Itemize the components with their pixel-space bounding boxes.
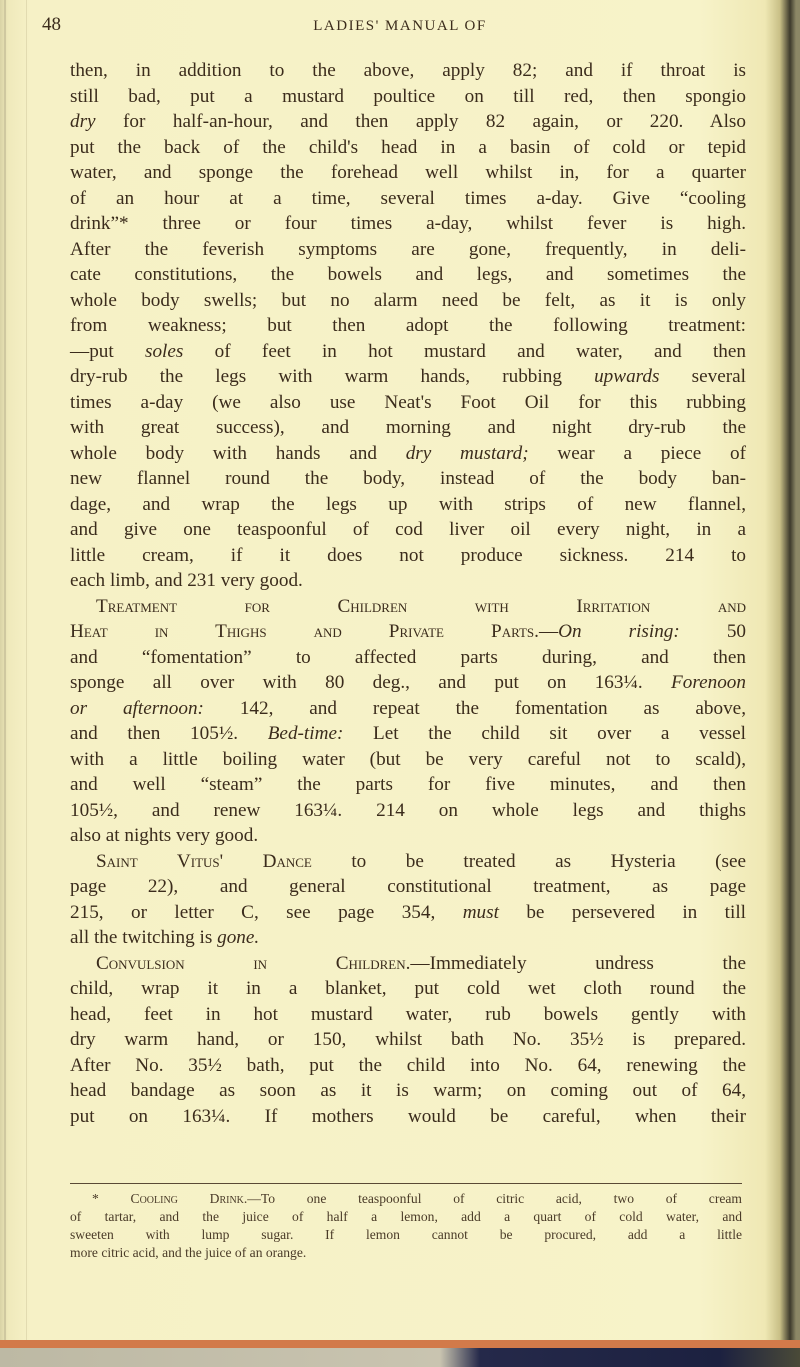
text-line: [70, 84, 746, 110]
text-segment: dry warm hand, or 150, whilst bath No. 35½ is prepared.: [70, 1029, 746, 1050]
footnote: [70, 1190, 742, 1262]
italic-text: On rising:: [558, 621, 680, 642]
line-content: [70, 137, 746, 158]
italic-text: soles: [145, 340, 184, 362]
line-content: [96, 596, 746, 617]
text-segment: dry-rub the legs with warm hands, rubbing: [70, 366, 595, 387]
line-content: [70, 341, 746, 362]
line-content: [70, 1209, 742, 1224]
line-content: [70, 823, 258, 849]
text-segment: of tartar, and the juice of half a lemon, add a quart of cold water, and: [70, 1209, 742, 1224]
small-caps-heading: Saint Vitus' Dance: [96, 850, 312, 872]
text-segment: several: [659, 366, 746, 387]
line-content: [70, 60, 746, 81]
text-segment: more citric acid, and the juice of an orange.: [70, 1245, 307, 1260]
text-line: [70, 109, 746, 135]
line-content: [70, 902, 746, 923]
text-line: [70, 339, 746, 365]
text-segment: cate constitutions, the bowels and legs, and sometimes the: [70, 264, 746, 285]
text-line: [70, 262, 746, 288]
italic-text: or afternoon:: [70, 697, 204, 719]
text-line: [70, 492, 746, 518]
text-segment: then, in addition to the above, apply 82; and if throat is: [70, 60, 746, 81]
line-content: [96, 953, 746, 974]
text-segment: also at nights very good.: [70, 825, 259, 846]
text-line: [70, 466, 746, 492]
text-segment: sponge all over with 80 deg., and put on 163¼.: [70, 672, 672, 693]
text-segment: sweeten with lump sugar. If lemon cannot be procured, add a little: [70, 1227, 742, 1242]
text-segment: with great success), and morning and night dry-rub the: [70, 417, 746, 438]
text-segment: dage, and wrap the legs up with strips of new flannel,: [70, 493, 746, 515]
line-content: [70, 672, 746, 693]
text-segment: new flannel round the body, instead of the body ban-: [70, 468, 746, 489]
italic-text: dry: [70, 111, 96, 132]
text-line: [70, 1053, 746, 1079]
text-line: [70, 951, 746, 977]
text-segment: times a-day (we also use Neat's Foot Oil for this rubbing: [70, 391, 746, 413]
running-title: LADIES' MANUAL OF: [313, 18, 487, 34]
line-content: [70, 315, 746, 336]
text-segment: still bad, put a mustard poultice on till red, then spongio: [70, 85, 746, 107]
text-line: [70, 670, 746, 696]
text-line: [70, 288, 746, 314]
line-content: [70, 392, 746, 413]
text-line: [70, 849, 746, 875]
small-caps-heading: Treatment for Children with Irritation and: [96, 595, 746, 617]
text-line: [70, 798, 746, 824]
line-content: [70, 698, 746, 719]
line-content: [92, 1191, 742, 1206]
line-content: [70, 494, 746, 515]
text-line: [70, 186, 746, 212]
text-segment: head, feet in hot mustard water, rub bowels gently with: [70, 1003, 746, 1025]
italic-text: dry mustard;: [405, 442, 529, 464]
text-segment: put the back of the child's head in a basin of cold or tepid: [70, 136, 746, 158]
text-line: [70, 211, 746, 237]
text-segment: —Immediately undress the: [410, 952, 746, 974]
text-segment: of feet in hot mustard and water, and then: [183, 340, 746, 362]
text-segment: —: [538, 621, 559, 642]
text-segment: head bandage as soon as it is warm; on coming out of 64,: [70, 1080, 746, 1101]
text-line: [70, 823, 746, 849]
text-line: [70, 696, 746, 722]
small-caps-heading: Heat in Thighs and Private Parts.: [70, 621, 539, 642]
text-line: [70, 135, 746, 161]
book-cover: [0, 1348, 800, 1367]
line-content: [70, 647, 746, 668]
text-segment: water, and sponge the forehead well whilst in, for a quarter: [70, 162, 746, 183]
italic-text: Forenoon: [671, 672, 746, 693]
text-line: [70, 58, 746, 84]
small-caps-heading: Cooling Drink.: [130, 1191, 248, 1206]
line-content: [70, 545, 746, 566]
line-content: [70, 800, 746, 821]
text-segment: 142, and repeat the fomentation as above,: [203, 697, 746, 719]
text-line: [70, 543, 746, 569]
line-content: [70, 723, 746, 744]
text-line: [70, 517, 746, 543]
text-segment: to be treated as Hysteria (see: [311, 850, 746, 872]
line-content: [70, 876, 746, 897]
text-line: [70, 568, 746, 594]
line-content: [70, 290, 746, 311]
text-line: [70, 747, 746, 773]
line-content: [70, 1244, 306, 1262]
text-line: [70, 925, 746, 951]
text-line: [70, 313, 746, 339]
text-segment: —To one teaspoonful of citric acid, two of cream: [247, 1191, 742, 1206]
text-segment: put on 163¼. If mothers would be careful, when their: [70, 1105, 746, 1127]
line-content: [70, 366, 746, 387]
body-text: [70, 58, 746, 1129]
text-line: [70, 619, 746, 645]
text-segment: whole body swells; but no alarm need be felt, as it is only: [70, 289, 746, 311]
line-content: [70, 568, 303, 594]
text-segment: all the twitching is: [70, 927, 218, 948]
small-caps-heading: Convulsion in Children.: [96, 952, 411, 974]
footnote-divider: [70, 1183, 742, 1184]
text-line: [70, 1226, 742, 1244]
text-segment: *: [92, 1191, 131, 1206]
line-content: [70, 188, 746, 209]
text-segment: and “fomentation” to affected parts during, and then: [70, 646, 746, 668]
line-content: [70, 162, 746, 183]
line-content: [70, 417, 746, 438]
text-segment: wear a piece of: [528, 442, 746, 464]
text-segment: and give one teaspoonful of cod liver oil every night, in a: [70, 519, 746, 540]
page-edge-bottom: [0, 1340, 800, 1348]
text-segment: with a little boiling water (but be very careful not to scald),: [70, 748, 746, 770]
italic-text: gone.: [217, 927, 260, 948]
text-line: [70, 1104, 746, 1130]
text-line: [70, 1078, 746, 1104]
text-line: [70, 874, 746, 900]
text-line: [70, 721, 746, 747]
text-segment: from weakness; but then adopt the following treatment:: [70, 315, 746, 336]
text-segment: After the feverish symptoms are gone, frequently, in deli-: [70, 238, 746, 260]
line-content: [70, 925, 259, 951]
line-content: [70, 519, 746, 540]
line-content: [70, 1004, 746, 1025]
text-line: [70, 1190, 742, 1208]
line-content: [70, 468, 746, 489]
text-segment: little cream, if it does not produce sickness. 214 to: [70, 544, 746, 566]
text-line: [70, 441, 746, 467]
page-number: 48: [42, 14, 61, 35]
text-line: [70, 900, 746, 926]
text-segment: 50: [679, 621, 747, 642]
text-segment: be persevered in till: [498, 901, 746, 923]
text-line: [70, 645, 746, 671]
text-segment: whole body with hands and: [70, 442, 406, 464]
line-content: [70, 111, 746, 132]
italic-text: Bed-time:: [267, 723, 344, 744]
text-segment: page 22), and general constitutional treatment, as page: [70, 876, 746, 897]
line-content: [96, 851, 746, 872]
text-line: [70, 976, 746, 1002]
line-content: [70, 1029, 746, 1050]
line-content: [70, 1080, 746, 1101]
line-content: [70, 621, 746, 642]
text-segment: —put: [70, 340, 145, 362]
italic-text: upwards: [594, 366, 660, 387]
text-segment: for half-an-hour, and then apply 82 again, or 220. Also: [95, 111, 746, 132]
text-line: [70, 594, 746, 620]
text-segment: and then 105½.: [70, 723, 268, 744]
text-line: [70, 160, 746, 186]
text-segment: and well “steam” the parts for five minutes, and then: [70, 774, 746, 795]
italic-text: must: [462, 901, 499, 923]
line-content: [70, 1227, 742, 1242]
line-content: [70, 774, 746, 795]
text-segment: child, wrap it in a blanket, put cold wet cloth round the: [70, 978, 746, 999]
text-line: [70, 390, 746, 416]
line-content: [70, 978, 746, 999]
text-line: [70, 364, 746, 390]
text-segment: 105½, and renew 163¼. 214 on whole legs and thighs: [70, 799, 746, 821]
line-content: [70, 443, 746, 464]
line-content: [70, 1055, 746, 1076]
text-line: [70, 1244, 742, 1262]
text-segment: drink”* three or four times a-day, whilst fever is high.: [70, 213, 746, 234]
text-line: [70, 1002, 746, 1028]
text-segment: 215, or letter C, see page 354,: [70, 901, 463, 923]
text-line: [70, 237, 746, 263]
text-line: [70, 772, 746, 798]
page-edge: [26, 0, 27, 1340]
text-line: [70, 1027, 746, 1053]
text-line: [70, 415, 746, 441]
text-segment: After No. 35½ bath, put the child into No. 64, renewing the: [70, 1054, 746, 1076]
line-content: [70, 264, 746, 285]
line-content: [70, 213, 746, 234]
line-content: [70, 239, 746, 260]
line-content: [70, 86, 746, 107]
text-line: [70, 1208, 742, 1226]
text-segment: of an hour at a time, several times a-day. Give “cooling: [70, 187, 746, 209]
line-content: [70, 1106, 746, 1127]
text-segment: each limb, and 231 very good.: [70, 570, 303, 591]
line-content: [70, 749, 746, 770]
page-edge: [4, 0, 6, 1340]
text-segment: Let the child sit over a vessel: [343, 723, 746, 744]
